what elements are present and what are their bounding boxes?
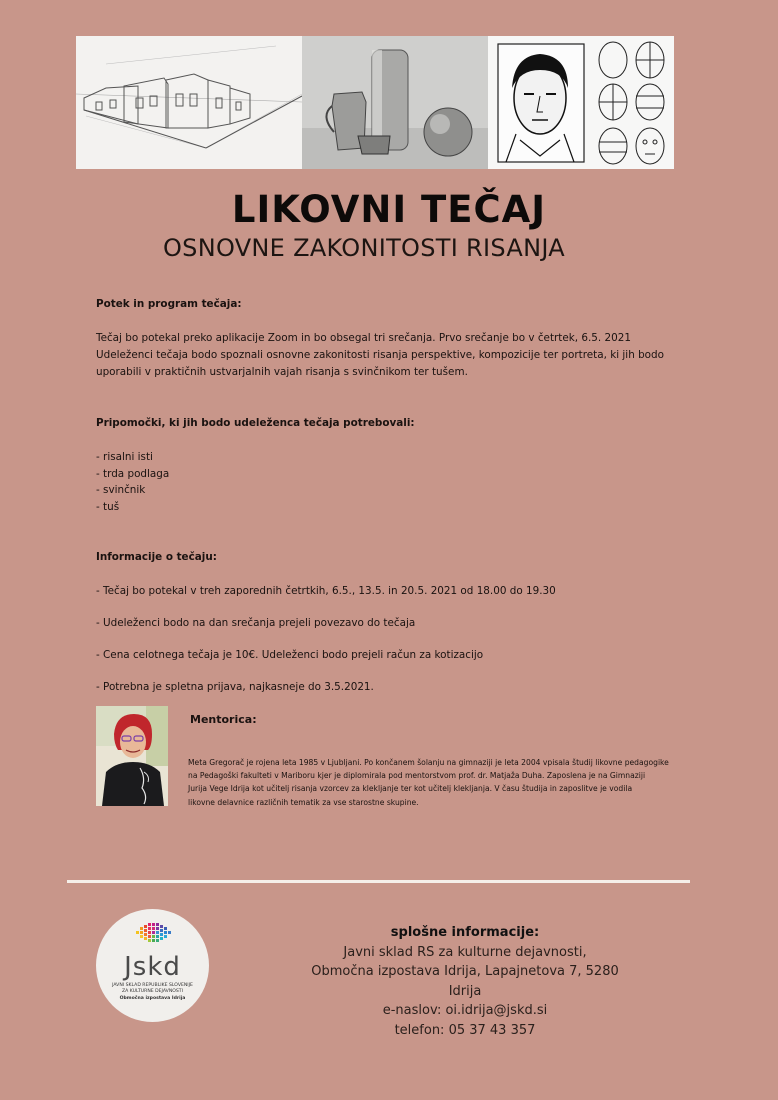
list-item: - tuš <box>96 500 120 513</box>
logo-wordmark: Jskd <box>124 952 181 982</box>
footer-phone: telefon: 05 37 43 357 <box>394 1022 536 1038</box>
portrait-studies-image <box>488 36 674 169</box>
list-item: - Tečaj bo potekal v treh zaporednih četrtkih, 6.5., 13.5. in 20.5. 2021 od 18.00 do 19.30 <box>96 585 556 597</box>
footer-heading: splošne informacije: <box>390 925 540 940</box>
list-item: - svinčnik <box>96 484 146 496</box>
page-title: LIKOVNI TEČAJ <box>231 188 547 231</box>
list-item: - Potrebna je spletna prijava, najkasneje do 3.5.2021. <box>96 681 374 693</box>
bio-line: likovne delavnice različnih tematik za vse starostne skupine. <box>188 797 419 807</box>
program-line: Tečaj bo potekal preko aplikacije Zoom in bo obsegal tri srečanja. Prvo srečanje bo v četrtek, 6.5. 2021 <box>96 332 631 344</box>
supplies-list <box>96 449 716 515</box>
jskd-logo <box>96 909 209 1022</box>
supplies-heading: Pripomočki, ki jih bodo udeleženca tečaja potrebovali: <box>96 417 415 429</box>
page-subtitle: OSNOVNE ZAKONITOSTI RISANJA <box>162 234 566 262</box>
list-item: - trda podlaga <box>96 467 170 480</box>
section-divider <box>67 880 690 883</box>
mentor-photo <box>96 706 168 806</box>
header-banner <box>76 36 674 169</box>
bio-line: Jurija Vege Idrija kot učitelj risanja vzorcev za klekljanje ter kot učitelj klekljanja. V času študija in zaposlitve je vodila <box>188 784 633 794</box>
course-content <box>96 296 716 711</box>
footer-address: Območna izpostava Idrija, Lapajnetova 7, 5280 Idrija <box>311 964 619 999</box>
footer-line: Javni sklad RS za kulturne dejavnosti, <box>343 944 587 960</box>
still-life-drawing-image <box>302 36 488 169</box>
footer-email[interactable]: e-naslov: oi.idrija@jskd.si <box>382 1003 548 1018</box>
perspective-sketch-image <box>76 36 302 169</box>
bio-line: na Pedagoški fakulteti v Mariboru kjer je diplomirala pod mentorstvom prof. dr. Matjaža Duha. Zaposlena je na Gimnaziji <box>188 771 646 781</box>
list-item: - Cena celotnega tečaja je 10€. Udeleženci bodo prejeli račun za kotizacijo <box>96 649 484 661</box>
mentor-label: Mentorica: <box>190 713 257 726</box>
logo-subtitle-line: JAVNI SKLAD REPUBLIKE SLOVENIJE <box>112 983 193 988</box>
program-line: uporabili v praktičnih ustvarjalnih vajah risanja s svinčnikom ter tušem. <box>96 366 468 378</box>
bio-line: Meta Gregorač je rojena leta 1985 v Ljubljani. Po končanem šolanju na gimnaziji je leta 2004 vpisala študij likovne pedagogike <box>188 758 669 767</box>
program-text <box>96 330 716 381</box>
program-line: Udeleženci tečaja bodo spoznali osnovne zakonitosti risanja perspektive, kompozicije ter portreta, ki jih bodo <box>96 349 664 361</box>
list-item: - risalni isti <box>96 451 153 463</box>
program-heading: Potek in program tečaja: <box>96 298 242 310</box>
mentor-bio <box>188 756 718 809</box>
logo-subtitle-line: Območna izpostava Idrija <box>119 996 186 1001</box>
list-item: - Udeleženci bodo na dan srečanja prejeli povezavo do tečaja <box>96 617 416 629</box>
logo-subtitle-line: ZA KULTURNE DEJAVNOSTI <box>122 989 183 994</box>
info-heading: Informacije o tečaju: <box>96 551 217 563</box>
footer-contact <box>300 923 630 1040</box>
info-list <box>96 583 716 696</box>
